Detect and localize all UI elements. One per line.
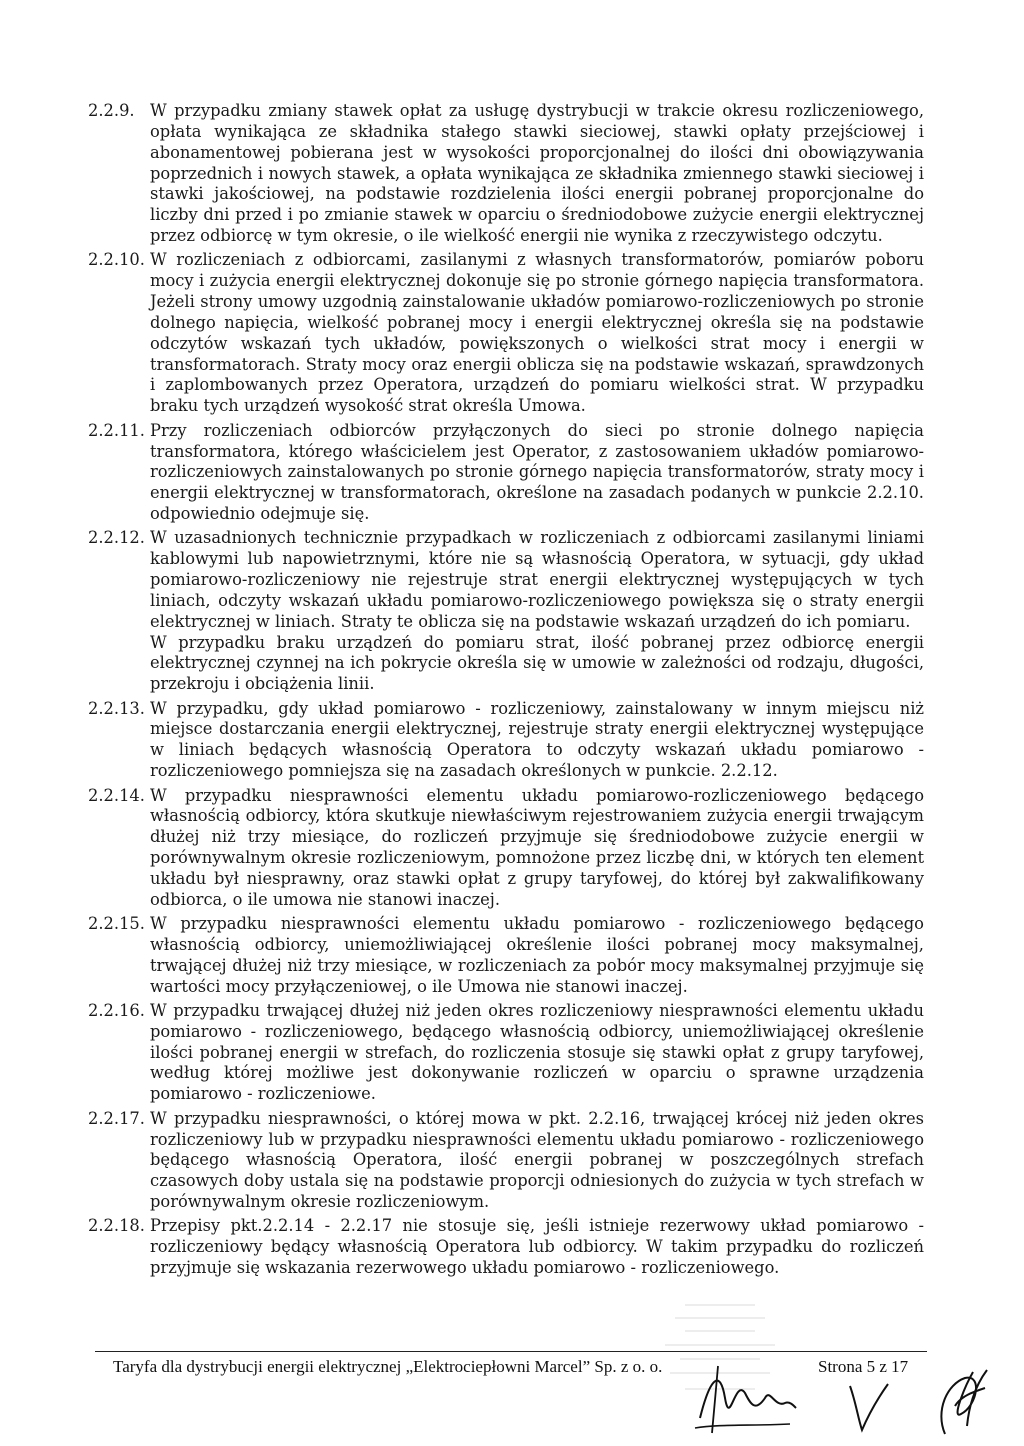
clause-paragraph: W przypadku niesprawności, o której mowa w pkt. 2.2.16, trwającej krócej niż jeden okres rozliczeniowy lub w przypadku niesprawności elementu układu pomiarowo - rozliczeniowego będącego własnością Operatora, ilość energii pobranej w poszczególnych strefach czasowych doby ustala się na podstawie proporcji odniesionych do zużycia w tych strefach w porównywalnym okresie rozliczeniowym. [150, 1108, 924, 1212]
clause-text [150, 1001, 924, 1105]
clause-text [150, 1109, 924, 1213]
clause [88, 250, 924, 417]
clause-text [150, 1216, 924, 1279]
clause-paragraph: Przy rozliczeniach odbiorców przyłączonych do sieci po stronie dolnego napięcia transformatora, którego właścicielem jest Operator, z zastosowaniem układów pomiarowo-rozliczeniowych zainstalowanych po stronie górnego napięcia transformatorów, straty mocy i energii elektrycznej w transformatorach, określone na zasadach podanych w punkcie 2.2.10. odpowiednio odejmuje się. [150, 420, 924, 524]
initials-scribble-1 [838, 1378, 898, 1438]
clause-text [150, 914, 924, 997]
clause-paragraph: W przypadku trwającej dłużej niż jeden okres rozliczeniowy niesprawności elementu układu pomiarowo - rozliczeniowego, będącego własnością odbiorcy, uniemożliwiającej określenie ilości pobranej energii w strefach, do rozliczenia stosuje się stawki opłat z grupy taryfowej, według której możliwe jest dokonywanie rozliczeń w oparciu o sprawne urządzenia pomiarowo - rozliczeniowe. [150, 1000, 924, 1104]
clause-number: 2.2.14. [88, 785, 145, 805]
clause-text [150, 528, 924, 695]
clause [88, 1001, 924, 1105]
footer-divider [95, 1351, 927, 1352]
clause-text [150, 250, 924, 417]
clause [88, 786, 924, 911]
clause-number: 2.2.15. [88, 914, 145, 934]
document-body [88, 101, 924, 1282]
clause-paragraph: W przypadku niesprawności elementu układu pomiarowo - rozliczeniowego będącego własnością odbiorcy, uniemożliwiającej określenie ilości pobranej mocy maksymalnej, trwającej dłużej niż trzy miesiące, w rozliczeniach za pobór mocy maksymalnej przyjmuje się wartości mocy przyłączeniowej, o ile Umowa nie stanowi inaczej. [150, 914, 924, 996]
clause-text [150, 101, 924, 247]
clause-number: 2.2.17. [88, 1108, 145, 1128]
clause-text [150, 786, 924, 911]
clause-paragraph: W przypadku, gdy układ pomiarowo - rozliczeniowy, zainstalowany w innym miejscu niż miejsce dostarczania energii elektrycznej, rejestruje straty energii elektrycznej występujące w liniach będących własnością Operatora to odczyty wskazań układu pomiarowo - rozliczeniowego pomniejsza się na zasadach określonych w punkcie. 2.2.12. [150, 698, 924, 781]
clause-number: 2.2.12. [88, 528, 145, 548]
clause-paragraph: W przypadku niesprawności elementu układu pomiarowo-rozliczeniowego będącego własnością odbiorcy, która skutkuje niewłaściwym rejestrowaniem zużycia energii trwającym dłużej niż trzy miesiące, do rozliczeń przyjmuje się średniodobowe zużycie energii w porównywalnym okresie rozliczeniowym, pomnożone przez liczbę dni, w których ten element układu był niesprawny, oraz stawki opłat z grupy taryfowej, do której był zakwalifikowany odbiorca, o ile umowa nie stanowi inaczej. [150, 785, 924, 909]
clause-number: 2.2.11. [88, 420, 145, 440]
clause [88, 699, 924, 782]
clause-paragraph: W uzasadnionych technicznie przypadkach w rozliczeniach z odbiorcami zasilanymi liniami kablowymi lub napowietrznymi, które nie są własnością Operatora, w sytuacji, gdy układ pomiarowo-rozliczeniowy nie rejestruje strat energii elektrycznej występujących w tych liniach, odczyty wskazań układu pomiarowo-rozliczeniowego powiększa się o straty energii elektrycznej w liniach. Straty te oblicza się na podstawie wskazań urządzeń do ich pomiaru. [150, 528, 924, 631]
clause-paragraph: W przypadku zmiany stawek opłat za usługę dystrybucji w trakcie okresu rozliczeniowego, opłata wynikająca ze składnika stałego stawki sieciowej, stawki opłaty przejściowej i abonamentowej pobierana jest w wysokości proporcjonalnej do ilości dni obowiązywania poprzednich i nowych stawek, a opłata wynikająca ze składnika zmiennego stawki sieciowej i stawki jakościowej, na podstawie rozdzielenia ilości energii pobranej proporcjonalne do liczby dni przed i po zmianie stawek w oparciu o średniodobowe zużycie energii elektrycznej przez odbiorcę w tym okresie, o ile wielkość energii nie wynika z rzeczywistego odczytu. [150, 101, 924, 246]
initials-scribble-2 [925, 1366, 995, 1441]
clause [88, 421, 924, 525]
clause [88, 528, 924, 695]
signature-scribble [690, 1358, 800, 1438]
clause-number: 2.2.13. [88, 698, 145, 718]
clause-text [150, 699, 924, 782]
clause-number: 2.2.9. [88, 101, 135, 120]
footer-title: Taryfa dla dystrybucji energii elektrycznej „Elektrociepłowni Marcel” Sp. z o. o. [113, 1357, 663, 1376]
clause-paragraph: W rozliczeniach z odbiorcami, zasilanymi z własnych transformatorów, pomiarów poboru mocy i zużycia energii elektrycznej dokonuje się po stronie górnego napięcia transformatora. Jeżeli strony umowy uzgodnią zainstalowanie układów pomiarowo-rozliczeniowych po stronie dolnego napięcia, wielkość pobranej mocy i energii elektrycznej określa się na podstawie odczytów wskazań tych układów, powiększonych o wielkości strat mocy i energii w transformatorach. Straty mocy oraz energii oblicza się na podstawie wskazań, sprawdzonych i zaplombowanych przez Operatora, urządzeń do pomiaru wielkości strat. W przypadku braku tych urządzeń wysokość strat określa Umowa. [150, 250, 924, 416]
clause-paragraph: W przypadku braku urządzeń do pomiaru strat, ilość pobranej przez odbiorcę energii elektrycznej czynnej na ich pokrycie określa się w umowie w zależności od rodzaju, długości, przekroju i obciążenia linii. [150, 632, 924, 694]
clause-number: 2.2.18. [88, 1216, 145, 1236]
clause-text [150, 421, 924, 525]
clause [88, 1109, 924, 1213]
clause [88, 914, 924, 997]
clause [88, 101, 924, 247]
page-number: Strona 5 z 17 [818, 1357, 909, 1376]
clause-number: 2.2.16. [88, 1000, 145, 1020]
clause [88, 1216, 924, 1279]
clause-number: 2.2.10. [88, 250, 145, 270]
clause-paragraph: Przepisy pkt.2.2.14 - 2.2.17 nie stosuje się, jeśli istnieje rezerwowy układ pomiarowo - rozliczeniowy będący własnością Operatora lub odbiorcy. W takim przypadku do rozliczeń przyjmuje się wskazania rezerwowego układu pomiarowo - rozliczeniowego. [150, 1216, 924, 1278]
